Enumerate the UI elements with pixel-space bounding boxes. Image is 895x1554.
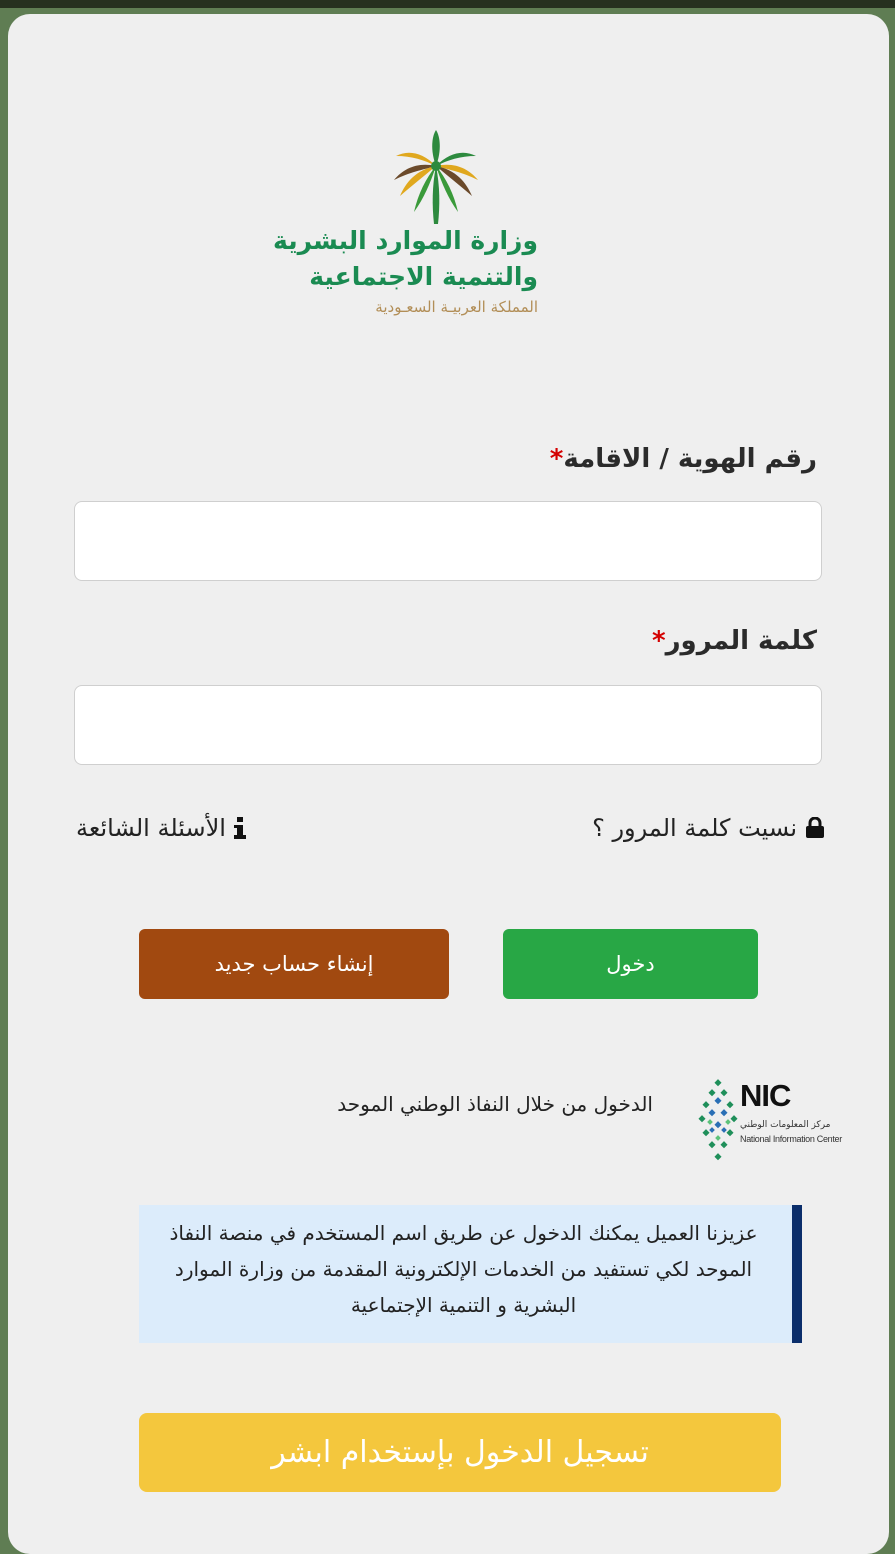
forgot-password-link[interactable]	[592, 814, 825, 842]
absher-login-label: تسجيل الدخول بإستخدام ابشر	[271, 1435, 649, 1470]
login-card	[8, 14, 889, 1554]
id-number-input[interactable]	[74, 501, 822, 581]
kingdom-name: المملكة العربيـة السعـودية	[375, 298, 538, 316]
ministry-name-line1: وزارة الموارد البشرية	[273, 226, 538, 255]
nic-logo[interactable]	[698, 1076, 842, 1166]
nic-diamond-icon	[698, 1076, 740, 1166]
nic-title: NIC	[740, 1078, 791, 1113]
info-icon	[234, 816, 246, 840]
password-label-text: كلمة المرور	[665, 626, 817, 656]
create-account-button[interactable]	[139, 929, 449, 999]
id-label-text: رقم الهوية / الاقامة	[563, 444, 817, 474]
nafath-login-link[interactable]: الدخول من خلال النفاذ الوطني الموحد	[337, 1092, 653, 1116]
login-button[interactable]	[503, 929, 758, 999]
id-required-mark: *	[549, 444, 564, 474]
notice-text: عزيزنا العميل يمكنك الدخول عن طريق اسم المستخدم في منصة النفاذ الموحد لكي تستفيد من الخدمات الإلكترونية المقدمة من وزارة الموارد البشرية و التنمية الإجتماعية	[169, 1221, 758, 1317]
lock-icon	[805, 817, 825, 839]
password-required-mark: *	[651, 626, 666, 656]
id-label	[550, 444, 817, 474]
absher-login-button[interactable]	[139, 1413, 781, 1492]
top-strip	[0, 0, 895, 8]
nic-arabic-name: مركز المعلومات الوطني	[740, 1120, 831, 1130]
nic-english-name: National Information Center	[740, 1134, 842, 1144]
faq-text: الأسئلة الشائعة	[76, 814, 226, 842]
ministry-logo	[273, 130, 548, 322]
password-label	[652, 626, 817, 656]
faq-link[interactable]	[76, 814, 246, 842]
login-button-label: دخول	[606, 952, 655, 976]
notice-box	[139, 1205, 802, 1343]
password-input[interactable]	[74, 685, 822, 765]
palm-tree-logo-icon	[326, 130, 548, 226]
ministry-name-line2: والتنمية الاجتماعية	[309, 262, 538, 291]
create-account-label: إنشاء حساب جديد	[214, 952, 374, 976]
forgot-password-text: نسيت كلمة المرور ؟	[592, 814, 797, 842]
